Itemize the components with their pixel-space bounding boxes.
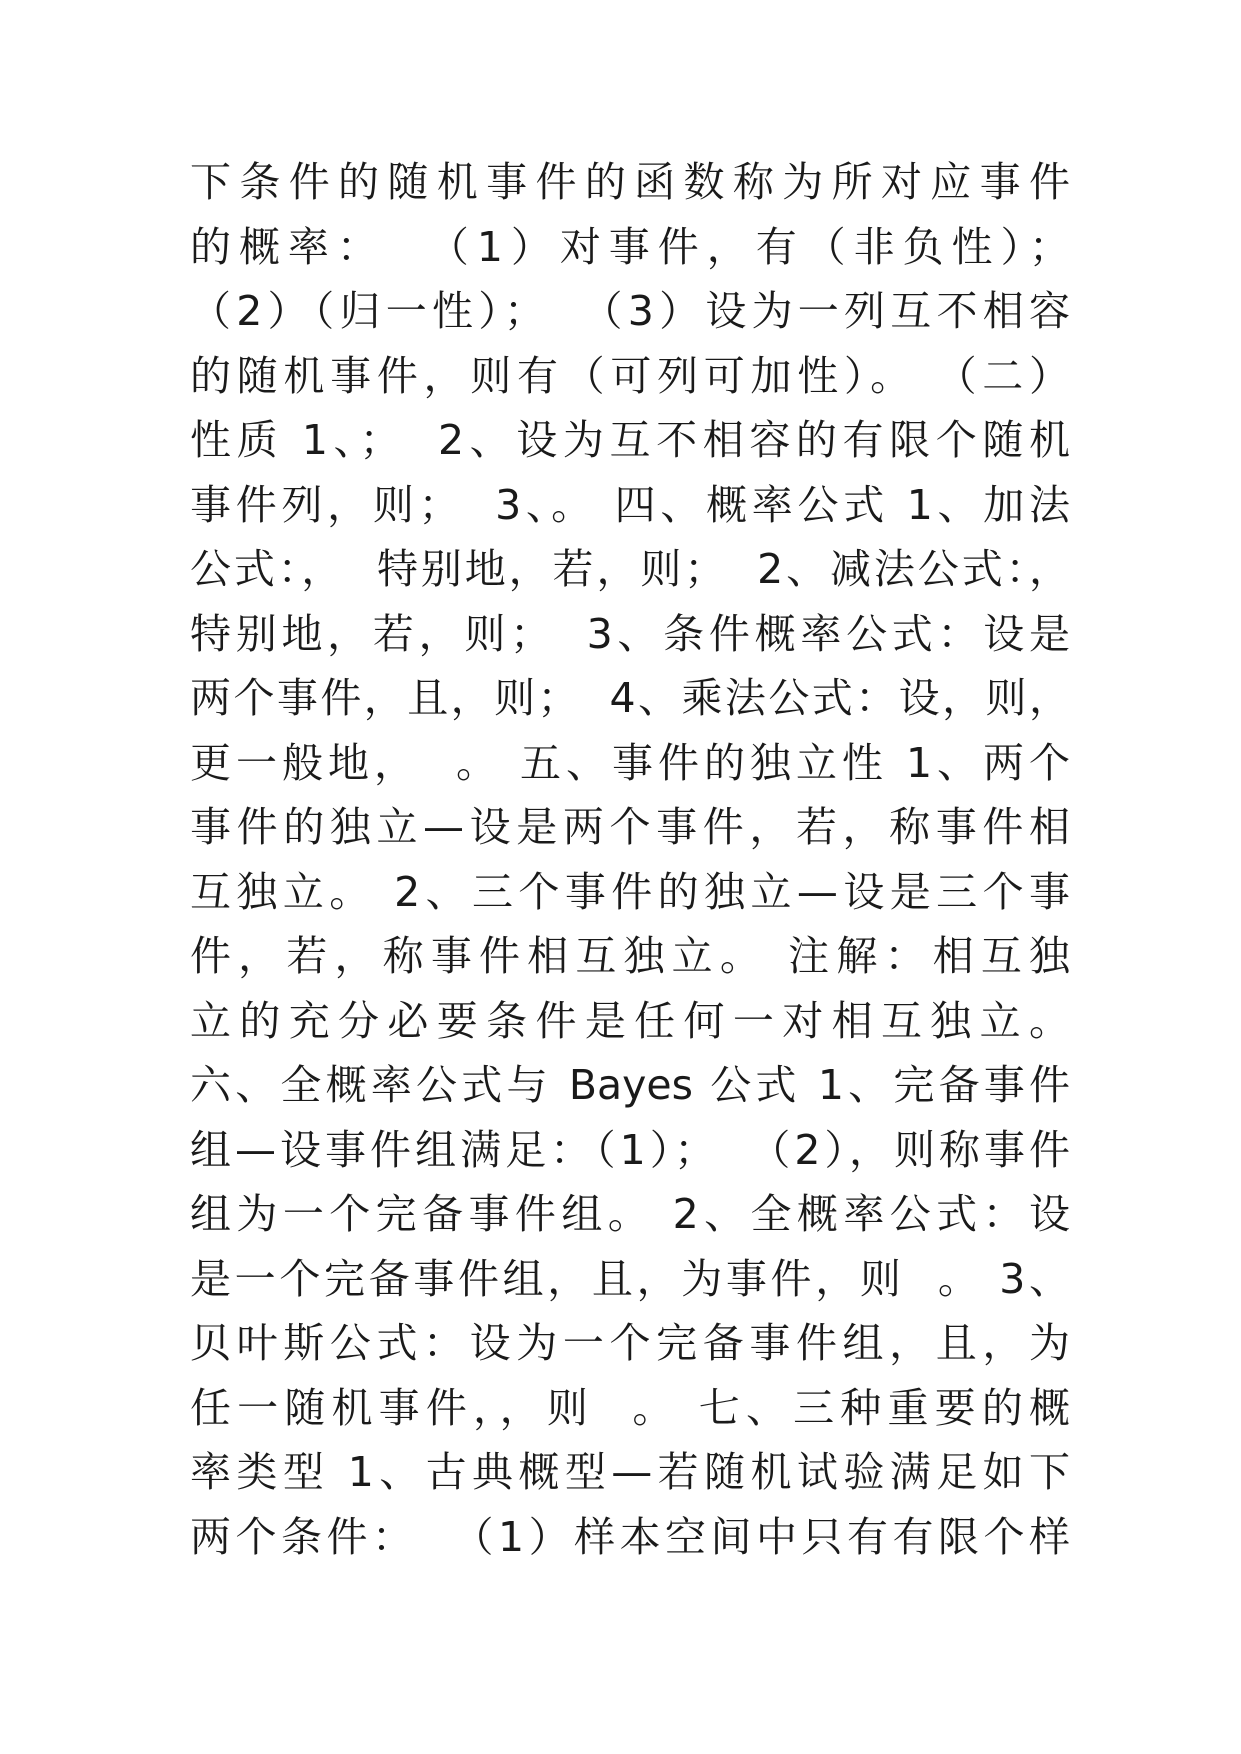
text-line: 任一随机事件，，则 。 七、三种重要的概 [190,1383,1070,1432]
text-line: 组为一个完备事件组。 2、全概率公式：设 [190,1190,1070,1238]
text-line: 性质 1、； 2、设为互不相容的有限个随机 [190,416,1070,464]
text-line: 两个条件： （1）样本空间中只有有限个样 [190,1512,1070,1561]
text-line: 两个事件，且，则； 4、乘法公式：设，则， [190,674,1070,722]
text-line: （2）（归一性）； （3）设为一列互不相容 [190,287,1070,335]
text-line: 的随机事件，则有（可列可加性）。 （二） [190,351,1070,400]
text-line: 组—设事件组满足：（1）； （2），则称事件 [190,1125,1070,1174]
text-line: 特别地，若，则； 3、条件概率公式：设是 [190,609,1070,658]
text-line: 公式：， 特别地，若，则； 2、减法公式：， [190,545,1070,593]
text-line: 更一般地， 。 五、事件的独立性 1、两个 [190,738,1070,787]
text-line: 互独立。 2、三个事件的独立—设是三个事 [190,867,1070,916]
text-line: 下条件的随机事件的函数称为所对应事件 [190,158,1070,206]
text-line: 六、全概率公式与 Bayes 公式 1、完备事件 [190,1061,1070,1109]
text-line: 的概率： （1）对事件，有（非负性）； [190,222,1070,271]
text-line: 率类型 1、古典概型—若随机试验满足如下 [190,1448,1070,1496]
text-line: 立的充分必要条件是任何一对相互独立。 [190,996,1070,1045]
text-line: 件，若，称事件相互独立。 注解：相互独 [190,932,1070,980]
body-text [190,150,1070,1569]
text-line: 事件的独立—设是两个事件，若，称事件相 [190,803,1070,851]
text-line: 贝叶斯公式：设为一个完备事件组，且，为 [190,1319,1070,1367]
text-line: 是一个完备事件组，且，为事件，则 。 3、 [190,1254,1070,1303]
text-line: 事件列，则； 3、。 四、概率公式 1、加法 [190,480,1070,529]
